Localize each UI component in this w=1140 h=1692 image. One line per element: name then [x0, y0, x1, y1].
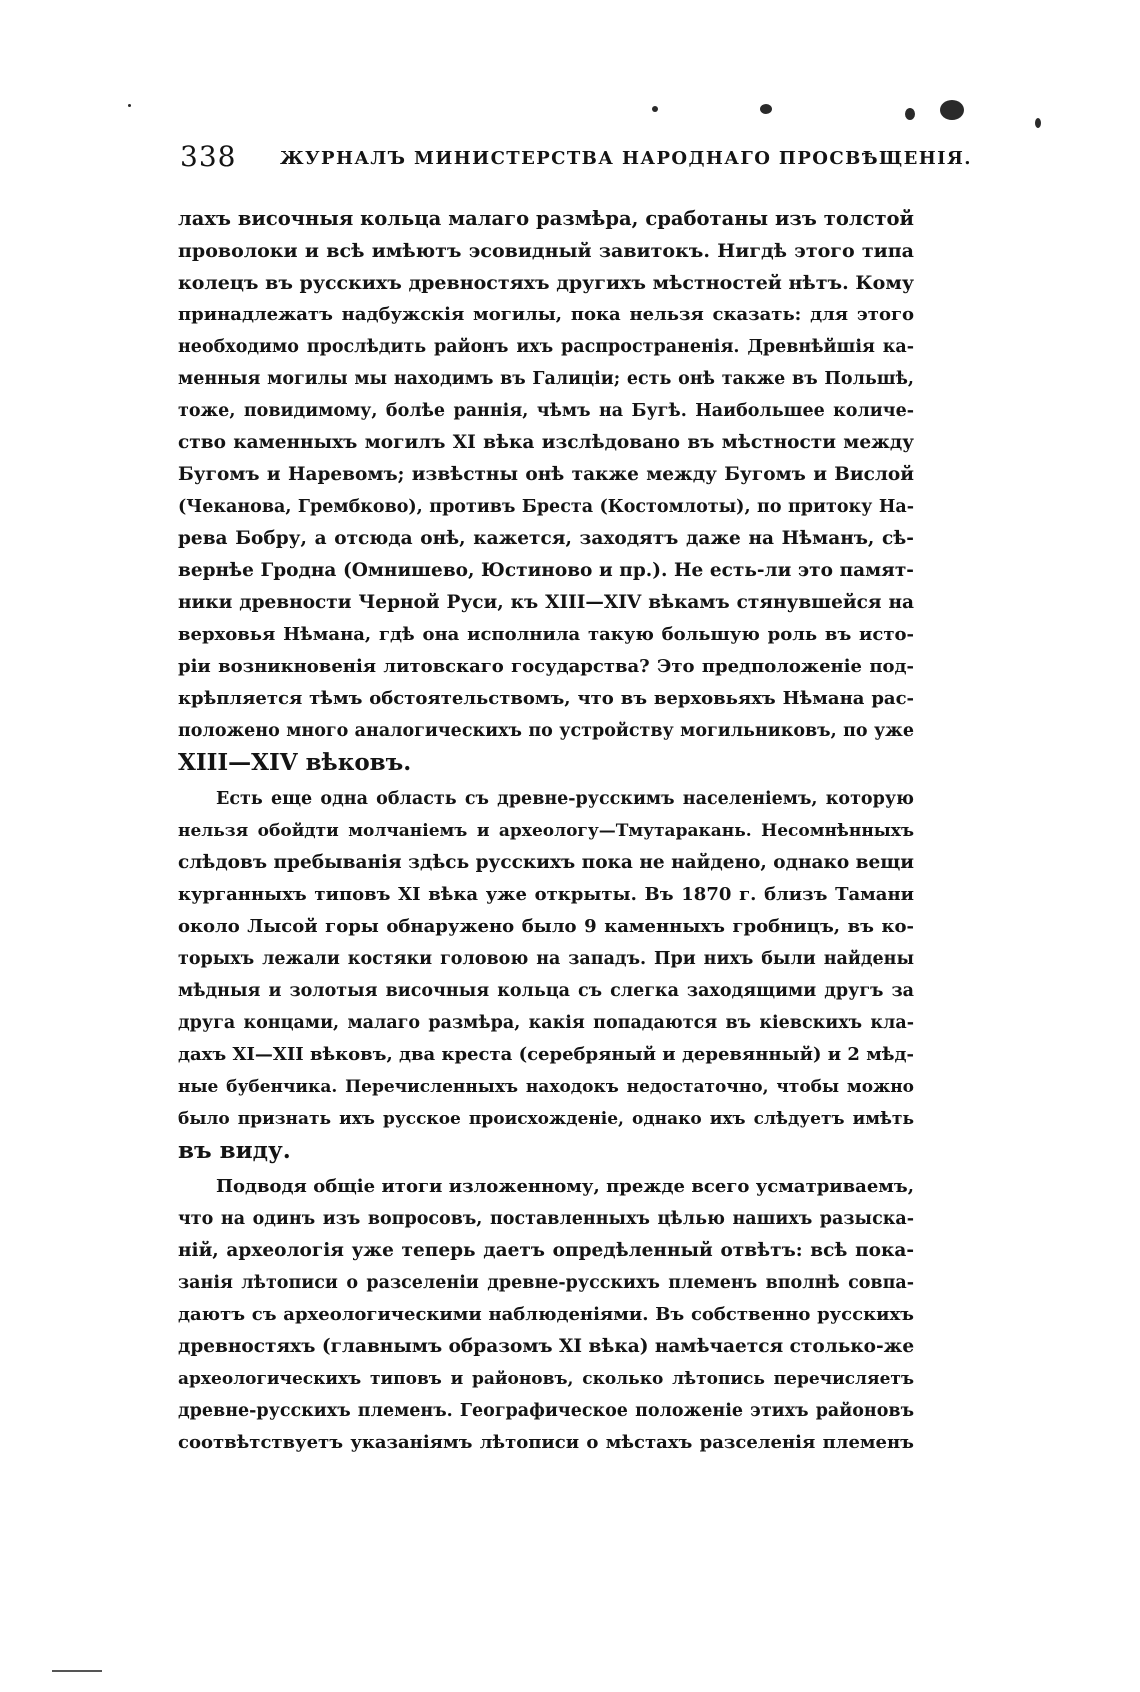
scan-speck: [760, 104, 772, 114]
text-line: соотвѣтствуетъ указаніямъ лѣтописи о мѣстахъ разселенія племенъ: [178, 1432, 914, 1453]
text-line: ній, археологія уже теперь даетъ опредѣленный отвѣтъ: всѣ пока-: [178, 1240, 914, 1261]
text-line: торыхъ лежали костяки головою на западъ. При нихъ были найдены: [178, 949, 914, 969]
text-line: верховья Нѣмана, гдѣ она исполнила такую большую роль въ исто-: [178, 624, 914, 645]
scan-speck: [128, 104, 131, 107]
text-line: положено много аналогическихъ по устройству могильниковъ, по уже: [178, 721, 914, 741]
scan-speck: [940, 100, 964, 120]
text-line: менныя могилы мы находимъ въ Галиціи; есть онѣ также въ Польшѣ,: [178, 369, 914, 389]
text-line: Бугомъ и Наревомъ; извѣстны онѣ также между Бугомъ и Вислой: [178, 464, 914, 485]
text-line: дахъ XI—XII вѣковъ, два креста (серебряный и деревянный) и 2 мѣд-: [178, 1044, 914, 1065]
text-line: древностяхъ (главнымъ образомъ XI вѣка) намѣчается столько-же: [178, 1336, 914, 1357]
text-line: что на одинъ изъ вопросовъ, поставленныхъ цѣлью нашихъ разыска-: [178, 1209, 914, 1229]
text-line: вернѣе Гродна (Омнишево, Юстиново и пр.). Не есть-ли это памят-: [178, 560, 914, 581]
text-line: ники древности Черной Руси, къ XIII—XIV вѣкамъ стянувшейся на: [178, 592, 914, 613]
text-line: Подводя общіе итоги изложенному, прежде всего усматриваемъ,: [216, 1176, 914, 1197]
text-line: проволоки и всѣ имѣютъ эсовидный завитокъ. Нигдѣ этого типа: [178, 240, 914, 262]
text-line: мѣдныя и золотыя височныя кольца съ слегка заходящими другъ за: [178, 981, 914, 1001]
text-line: въ виду.: [178, 1137, 291, 1164]
text-line: занія лѣтописи о разселеніи древне-русскихъ племенъ вполнѣ совпа-: [178, 1273, 914, 1293]
text-line: крѣпляется тѣмъ обстоятельствомъ, что въ верховьяхъ Нѣмана рас-: [178, 688, 914, 709]
scan-speck: [1035, 118, 1041, 128]
text-line: было признать ихъ русское происхожденіе, однако ихъ слѣдуетъ имѣть: [178, 1109, 914, 1129]
text-line: друга концами, малаго размѣра, какія попадаются въ кіевскихъ кла-: [178, 1013, 914, 1033]
text-line: археологическихъ типовъ и районовъ, сколько лѣтопись перечисляетъ: [178, 1369, 914, 1389]
text-line: ные бубенчика. Перечисленныхъ находокъ недостаточно, чтобы можно: [178, 1077, 914, 1097]
scan-speck: [652, 106, 658, 112]
text-line: лахъ височныя кольца малаго размѣра, сработаны изъ толстой: [178, 207, 914, 230]
text-line: ріи возникновенія литовскаго государства? Это предположеніе под-: [178, 656, 914, 677]
text-line: ство каменныхъ могилъ XI вѣка изслѣдовано въ мѣстности между: [178, 432, 914, 453]
text-line: Есть еще одна область съ древне-русскимъ населеніемъ, которую: [216, 789, 914, 809]
text-line: около Лысой горы обнаружено было 9 каменныхъ гробницъ, въ ко-: [178, 916, 914, 937]
text-line: (Чеканова, Грембково), противъ Бреста (Костомлоты), по притоку На-: [178, 497, 914, 517]
running-title: ЖУРНАЛЪ МИНИСТЕРСТВА НАРОДНАГО ПРОСВѢЩЕНІЯ.: [280, 148, 972, 169]
text-line: курганныхъ типовъ XI вѣка уже открыты. Въ 1870 г. близъ Тамани: [178, 884, 914, 905]
scan-speck: [905, 108, 915, 120]
text-line: рева Бобру, а отсюда онѣ, кажется, заходятъ даже на Нѣманъ, сѣ-: [178, 528, 914, 549]
text-line: XIII—XIV вѣковъ.: [178, 749, 412, 776]
text-line: древне-русскихъ племенъ. Географическое положеніе этихъ районовъ: [178, 1401, 914, 1421]
text-line: колецъ въ русскихъ древностяхъ другихъ мѣстностей нѣтъ. Кому: [178, 272, 914, 294]
text-line: слѣдовъ пребыванія здѣсь русскихъ пока не найдено, однако вещи: [178, 852, 914, 873]
text-line: принадлежатъ надбужскія могилы, пока нельзя сказать: для этого: [178, 304, 914, 325]
margin-mark: [52, 1670, 102, 1672]
body-text: [178, 203, 914, 1459]
text-line: тоже, повидимому, болѣе раннія, чѣмъ на Бугѣ. Наибольшее количе-: [178, 401, 914, 421]
text-line: нельзя обойдти молчаніемъ и археологу—Тмутаракань. Несомнѣнныхъ: [178, 821, 914, 841]
text-line: даютъ съ археологическими наблюденіями. Въ собственно русскихъ: [178, 1304, 914, 1325]
page-header: [180, 140, 972, 180]
page-number: 338: [180, 140, 237, 173]
text-line: необходимо прослѣдить районъ ихъ распространенія. Древнѣйшія ка-: [178, 337, 914, 357]
